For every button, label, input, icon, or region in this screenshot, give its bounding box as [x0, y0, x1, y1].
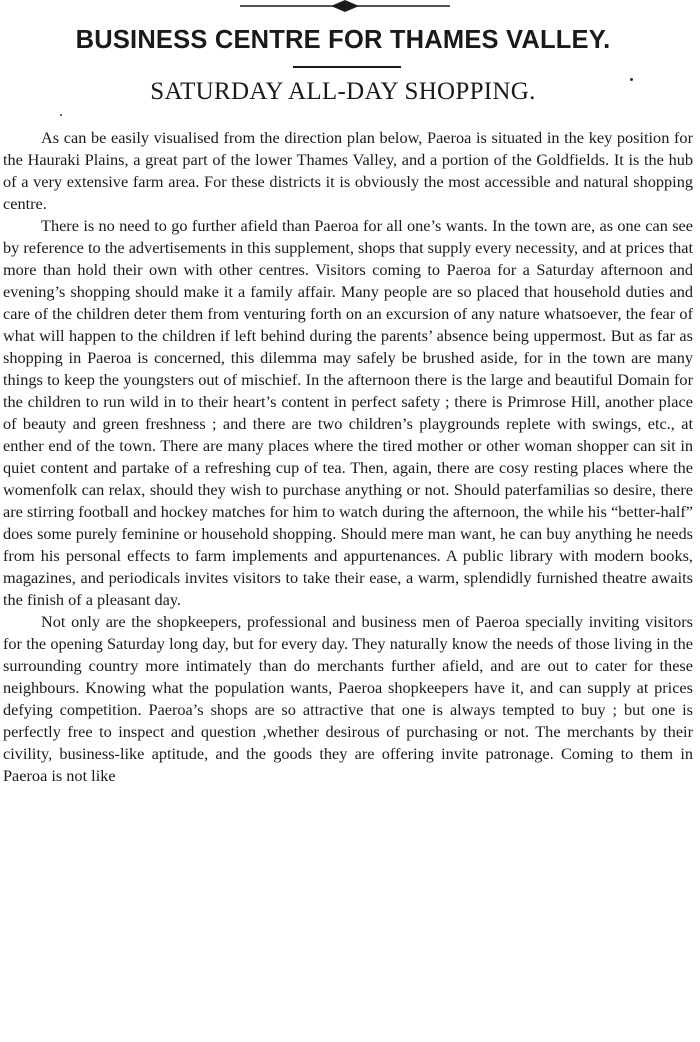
- paragraph: Not only are the shopkeepers, professional and business men of Paeroa specially inviting visitors for the opening Saturday long day, but for every day. They naturally know the needs of those living in the surrounding country more intimately than do merchants further afield, and are out to cater for these neighbours. Knowing what the population wants, Paeroa shopkeepers have it, and can supply at prices defying competition. Paeroa’s shops are so attractive that one is always tempted to buy ; but one is perfectly free to inspect and question ,whether desirous of purchasing or not. The merchants by their civility, business-like aptitude, and the goods they are offering invite patronage. Coming to them in Paeroa is not like: [3, 612, 693, 785]
- headline-divider: [293, 66, 401, 68]
- article-body: [3, 127, 693, 787]
- ornamental-rule-icon: [240, 0, 450, 12]
- paragraph: There is no need to go further afield than Paeroa for all one’s wants. In the town are, as one can see by reference to the advertisements in this supplement, shops that supply every necessity, and at prices that more than hold their own with other centres. Visitors coming to Paeroa for a Saturday afternoon and evening’s shopping should make it a family affair. Many people are so placed that household duties and care of the children deter them from venturing forth on an excursion of any nature whatsoever, the fear of what will happen to the children if left behind during the parents’ absence being uppermost. But as far as shopping in Paeroa is concerned, this dilemma may safely be brushed aside, for in the town are many things to keep the youngsters out of mischief. In the afternoon there is the large and beautiful Domain for the children to run wild in to their heart’s content in perfect safety ; there is Primrose Hill, another place of beauty and green freshness ; and there are two children’s playgrounds replete with swings, etc., at enther end of the town. There are many places where the tired mother or other woman shopper can sit in quiet content and partake of a refreshing cup of tea. Then, again, there are cosy resting places where the womenfolk can relax, should they wish to purchase anything or not. Should paterfamilias so desire, there are stirring football and hockey matches for him to watch during the afternoon, the while his “better-half” does some purely feminine or household shopping. Should mere man want, he can buy anything he needs from his personal effects to farm implements and appurtenances. A public library with modern books, magazines, and periodicals invites visitors to take their ease, a warm, splendidly furnished theatre awaits the finish of a pleasant day.: [3, 216, 693, 609]
- print-speck: [60, 114, 62, 116]
- headline: BUSINESS CENTRE FOR THAMES VALLEY.: [75, 26, 611, 54]
- print-speck: [630, 78, 633, 81]
- paragraph: As can be easily visualised from the direction plan below, Paeroa is situated in the key position for the Hauraki Plains, a great part of the lower Thames Valley, and a portion of the Goldfields. It is the hub of a very extensive farm area. For these districts it is obviously the most accessible and natural shopping centre.: [3, 128, 693, 213]
- subheadline: SATURDAY ALL-DAY SHOPPING.: [150, 78, 536, 105]
